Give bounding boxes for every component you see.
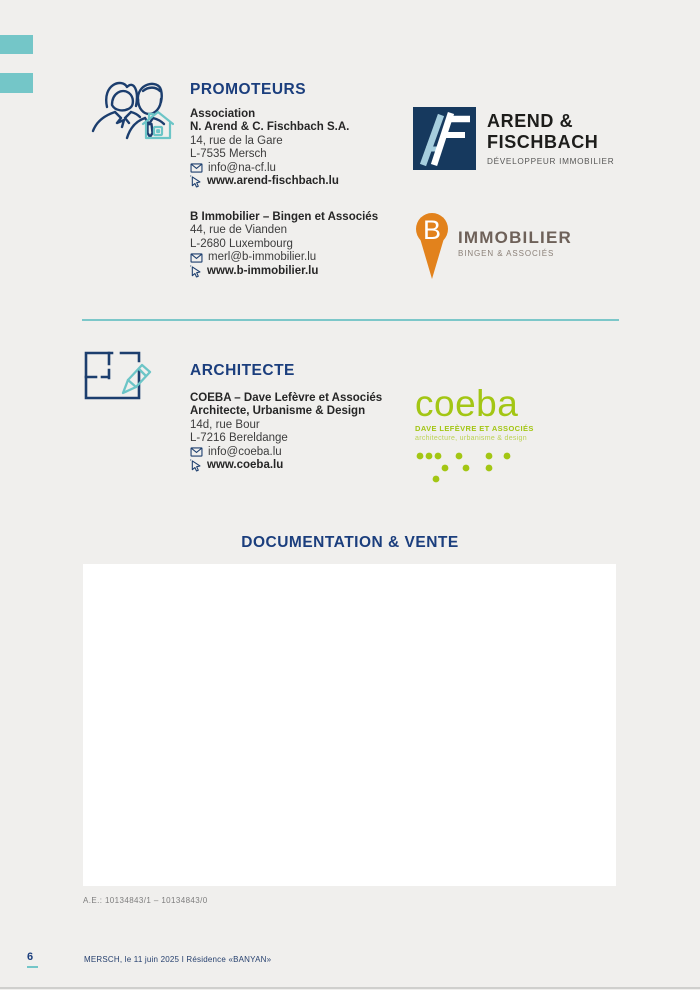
architect-entry-coeba	[190, 392, 382, 472]
envelope-icon	[190, 163, 203, 173]
af-logo-name-line1: AREND &	[487, 111, 574, 131]
email-line	[190, 162, 349, 175]
b-logo-name: IMMOBILIER	[458, 228, 572, 247]
coeba-braille-dots-icon	[415, 451, 545, 488]
architect-name-line: Architecte, Urbanisme & Design	[190, 405, 366, 418]
coeba-subline2: architecture, urbanisme & design	[415, 435, 527, 442]
promoter-name-line: Association	[190, 108, 256, 120]
email-link[interactable]: merl@b-immobilier.lu	[208, 251, 317, 264]
promoter-address-line: 44, rue de Vianden	[190, 224, 287, 237]
email-line	[190, 251, 378, 264]
website-line	[190, 265, 378, 278]
email-line	[190, 446, 382, 459]
email-link[interactable]: info@na-cf.lu	[208, 161, 276, 174]
website-line	[190, 459, 382, 472]
promoteurs-heading: PROMOTEURS	[190, 81, 307, 98]
accent-bar-top	[0, 35, 33, 54]
promoter-name-line: B Immobilier – Bingen et Associés	[190, 211, 379, 223]
architect-address-line: 14d, rue Bour	[190, 418, 260, 431]
architecte-heading: ARCHITECTE	[190, 362, 295, 379]
website-link[interactable]: www.b-immobilier.lu	[207, 264, 319, 277]
coeba-logo	[415, 383, 545, 488]
website-link[interactable]: www.arend-fischbach.lu	[207, 175, 339, 188]
website-link[interactable]: www.coeba.lu	[207, 459, 284, 472]
coeba-subline1: DAVE LEFÈVRE ET ASSOCIÉS	[415, 424, 534, 433]
people-house-icon	[86, 74, 174, 147]
arend-fischbach-logo	[413, 107, 614, 170]
b-logo-tagline: BINGEN & ASSOCIÉS	[458, 249, 555, 258]
promoter-name-line: N. Arend & C. Fischbach S.A.	[190, 121, 350, 134]
cursor-icon	[190, 459, 202, 472]
promoter-address-line: L-7535 Mersch	[190, 148, 267, 161]
page-number: 6	[27, 951, 34, 963]
b-pin-letter: B	[422, 215, 442, 245]
cursor-icon	[190, 265, 202, 278]
email-link[interactable]: info@coeba.lu	[208, 445, 282, 458]
envelope-icon	[190, 447, 203, 457]
af-logo-name-line2: FISCHBACH	[487, 132, 599, 152]
envelope-icon	[190, 253, 203, 263]
promoter-entry-bingen	[190, 211, 378, 278]
website-line	[190, 175, 349, 188]
b-pin-icon	[415, 212, 449, 282]
promoter-entry-arend	[190, 108, 349, 188]
architect-address-line: L-7216 Bereldange	[190, 432, 288, 445]
documentation-placeholder-panel	[83, 564, 616, 886]
section-divider	[82, 319, 619, 321]
af-logo-tagline: DÉVELOPPEUR IMMOBILIER	[487, 157, 615, 166]
accent-bar-bottom	[0, 73, 33, 93]
footer-text: MERSCH, le 11 juin 2025 I Résidence «BANYAN»	[84, 955, 272, 964]
ae-reference: A.E.: 10134843/1 – 10134843/0	[83, 896, 208, 905]
architect-name-line: COEBA – Dave Lefèvre et Associés	[190, 392, 383, 404]
b-immobilier-logo	[415, 212, 572, 282]
cursor-icon	[190, 175, 202, 188]
promoter-address-line: 14, rue de la Gare	[190, 134, 283, 147]
coeba-wordmark: coeba	[415, 383, 519, 424]
floorplan-pencil-icon	[84, 351, 154, 406]
documentation-heading: DOCUMENTATION & VENTE	[241, 534, 459, 551]
bottom-rule	[0, 987, 700, 989]
af-monogram-icon	[413, 107, 476, 170]
promoter-address-line: L-2680 Luxembourg	[190, 237, 293, 250]
page-number-underline	[27, 966, 38, 968]
